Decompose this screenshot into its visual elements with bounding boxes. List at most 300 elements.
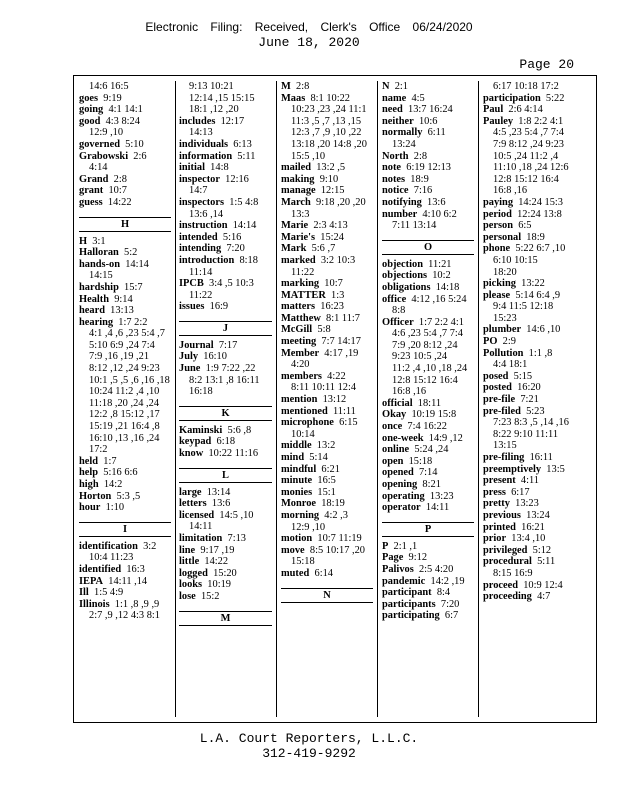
index-refs: 15:24 [315, 231, 344, 243]
index-term: Matthew [281, 312, 321, 324]
index-entry [179, 436, 272, 448]
index-refs: 14:6 ,10 [521, 324, 561, 336]
index-entry [382, 282, 474, 294]
index-entry [483, 371, 575, 383]
index-continuation: 14:7 [189, 185, 208, 197]
index-entry [281, 452, 373, 464]
index-term: participants [382, 598, 436, 610]
index-refs: 6:11 [422, 127, 446, 139]
index-refs: 5:16 6:6 [98, 467, 138, 479]
index-refs: 1:8 2:2 4:1 [513, 115, 564, 127]
index-term: press [483, 486, 506, 498]
index-entry [483, 243, 575, 255]
index-entry [281, 406, 373, 418]
index-term: once [382, 421, 403, 433]
index-refs: 15:20 [207, 567, 237, 579]
index-letter-heading: H [79, 217, 171, 232]
index-refs: 1:7 2:2 4:1 [413, 316, 464, 328]
index-refs: 3:4 ,5 10:3 [203, 278, 254, 290]
index-term: high [79, 479, 99, 490]
index-continuation: 8:8 [392, 305, 406, 317]
index-entry [179, 579, 272, 591]
index-refs: 5:2 [118, 247, 138, 259]
index-entry [281, 533, 373, 545]
index-term: posted [483, 382, 512, 394]
index-refs: 13:2 [311, 440, 336, 452]
index-term: Member [281, 347, 320, 359]
index-continuation: 11:22 [189, 289, 213, 301]
index-term: inspectors [179, 196, 225, 208]
index-refs: 2:8 [408, 150, 428, 162]
index-term: mention [281, 394, 318, 406]
reporter-phone: 312-419-9292 [262, 746, 356, 761]
index-continuation: 4:20 [291, 359, 310, 371]
index-term: procedural [483, 556, 532, 568]
index-entry [382, 541, 474, 553]
column-divider [175, 81, 176, 717]
index-refs: 10:9 12:4 [518, 579, 563, 591]
index-term: notice [382, 185, 409, 197]
index-refs: 1:9 7:22 ,22 [200, 363, 256, 375]
index-refs: 15:7 [118, 281, 143, 293]
index-continuation: 10:5 ,24 11:2 ,4 [493, 150, 559, 162]
index-refs: 4:17 ,19 [319, 347, 359, 359]
index-refs: 9:19 [98, 92, 122, 104]
index-entry [382, 576, 474, 588]
index-refs: 6:19 12:13 [401, 162, 451, 174]
index-term: IEPA [79, 575, 104, 587]
hearing-date: June 18, 2020 [258, 35, 360, 50]
index-entry [382, 185, 474, 197]
index-continuation: 14:15 [89, 270, 113, 282]
index-refs: 1:1 ,8 [523, 347, 553, 359]
index-term: opened [382, 467, 414, 479]
index-continuation: 12:9 ,10 [89, 127, 124, 139]
index-continuation: 8:2 13:1 ,8 16:11 [189, 374, 260, 386]
index-term: neither [382, 115, 414, 127]
index-refs: 13:5 [541, 463, 565, 475]
index-term: held [79, 455, 99, 467]
index-entry [483, 382, 575, 394]
index-entry [382, 491, 474, 503]
index-entry [179, 510, 272, 522]
index-term: March [281, 196, 311, 208]
index-refs: 6:21 [316, 463, 340, 475]
index-entry [79, 467, 171, 479]
index-refs: 14:18 [430, 281, 460, 293]
index-entry [179, 556, 272, 568]
index-entry [382, 162, 474, 174]
index-term: period [483, 208, 512, 220]
index-term: Illinois [79, 598, 110, 610]
index-term: letters [179, 498, 207, 510]
index-term: present [483, 475, 516, 487]
index-refs: 15:1 [312, 486, 336, 498]
index-refs: 7:17 [213, 339, 238, 351]
index-refs: 6:7 [439, 610, 459, 622]
index-entry [483, 533, 575, 545]
index-refs: 10:6 [413, 115, 438, 127]
index-refs: 6:14 [309, 567, 333, 579]
index-refs: 6:13 [228, 138, 252, 150]
index-term: one-week [382, 432, 424, 444]
index-refs: 10:7 [103, 185, 127, 197]
index-letter-heading: I [79, 522, 171, 537]
index-refs: 18:19 [316, 498, 345, 510]
index-letter-heading: O [382, 240, 474, 255]
index-entry [483, 232, 575, 244]
index-entry [281, 475, 373, 487]
index-term: help [79, 467, 99, 479]
index-entry [382, 259, 474, 271]
index-term: pre-filing [483, 452, 525, 463]
index-term: notes [382, 173, 406, 185]
index-entry [281, 255, 373, 267]
index-continuation: 2:7 ,9 ,12 4:3 8:1 [89, 610, 161, 622]
index-entry [79, 294, 171, 306]
index-term: looks [179, 579, 203, 591]
index-continuation: 9:23 10:5 ,24 [392, 351, 448, 363]
index-entry [179, 545, 272, 557]
index-term: licensed [179, 509, 215, 521]
index-term: members [281, 370, 322, 382]
index-entry [79, 185, 171, 197]
index-entry [179, 351, 272, 363]
index-refs: 8:21 [417, 479, 441, 490]
index-refs: 4:2 ,3 [319, 509, 348, 521]
index-term: morning [281, 509, 320, 521]
index-continuation: 8:15 16:9 [493, 567, 533, 579]
index-entry [79, 599, 171, 611]
index-term: making [281, 173, 315, 185]
index-entry [179, 139, 272, 151]
page-number: Page 20 [519, 57, 574, 72]
index-entry [281, 417, 373, 429]
index-refs: 16:11 [524, 452, 553, 463]
index-entry [179, 220, 272, 232]
index-refs: 16:9 [204, 301, 229, 313]
index-refs: 6:18 [211, 436, 236, 448]
index-continuation: 12:8 15:12 16:4 [392, 374, 458, 386]
index-continuation: 15:5 ,10 [291, 150, 326, 162]
index-term: muted [281, 567, 310, 579]
index-continuation: 4:6 ,23 5:4 ,7 7:4 [392, 328, 464, 340]
index-term: intending [179, 243, 222, 255]
index-entry [281, 174, 373, 186]
index-term: P [382, 540, 389, 552]
index-continuation: 7:23 8:3 ,5 ,14 ,16 [493, 417, 569, 429]
index-refs: 13:6 [206, 498, 231, 510]
index-continuation: 8:11 10:11 12:4 [291, 382, 357, 394]
index-term: marking [281, 278, 320, 290]
index-term: proceed [483, 579, 519, 591]
index-entry [483, 498, 575, 510]
index-term: Marie's [281, 231, 316, 243]
index-term: heard [79, 305, 105, 317]
index-refs: 13:6 [421, 196, 446, 208]
index-term: obligations [382, 281, 431, 293]
index-entry [179, 243, 272, 255]
index-term: grant [79, 185, 104, 197]
index-refs: 7:21 [515, 394, 539, 406]
index-entry [382, 398, 474, 410]
index-term: keypad [179, 436, 212, 448]
index-term: M [281, 81, 291, 92]
index-refs: 4:7 [531, 591, 551, 603]
index-entry [483, 209, 575, 221]
index-continuation: 18:1 ,12 ,20 [189, 104, 239, 116]
index-refs: 9:18 ,20 ,20 [310, 196, 366, 208]
index-column-5 [483, 81, 575, 717]
reporter-company: L.A. Court Reporters, L.L.C. [199, 731, 419, 746]
index-entry [281, 545, 373, 557]
index-entry [179, 591, 272, 603]
index-term: know [179, 448, 204, 460]
index-term: preemptively [483, 463, 542, 475]
index-column-2 [179, 81, 272, 717]
index-entry [483, 290, 575, 302]
index-refs: 10:19 [202, 579, 231, 591]
index-continuation: 8:12 ,12 ,24 9:23 [89, 363, 160, 375]
index-entry [382, 552, 474, 564]
index-refs: 5:10 [119, 138, 144, 150]
index-refs: 13:22 [515, 278, 545, 290]
index-entry [483, 278, 575, 290]
index-refs: 14:24 15:3 [513, 196, 563, 208]
index-entry [79, 139, 171, 151]
index-term: proceeding [483, 591, 532, 603]
index-refs: 7:20 [221, 243, 245, 255]
index-term: printed [483, 521, 516, 533]
index-term: Health [79, 293, 110, 305]
index-entry [483, 336, 575, 348]
index-entry [281, 394, 373, 406]
index-refs: 4:3 8:24 [100, 115, 140, 127]
index-term: need [382, 104, 403, 116]
index-refs: 5:22 6:7 ,10 [510, 243, 566, 255]
index-term: matters [281, 301, 316, 313]
index-continuation: 12:9 ,10 [291, 521, 326, 533]
index-term: Pollution [483, 347, 524, 359]
index-term: paying [483, 196, 514, 208]
index-refs: 5:22 [540, 92, 565, 104]
index-continuation: 11:10 ,18 ,24 12:6 [493, 162, 569, 174]
index-column-4 [382, 81, 474, 717]
index-entry [483, 522, 575, 534]
index-refs: 2:1 [389, 81, 408, 92]
index-term: mindful [281, 463, 317, 475]
index-continuation: 15:23 [493, 312, 517, 324]
index-term: participating [382, 610, 440, 622]
index-continuation: 12:2 ,8 15:12 ,17 [89, 409, 160, 421]
index-refs: 13:4 ,10 [506, 533, 546, 545]
index-refs: 3:1 [87, 235, 106, 247]
index-entry [179, 278, 272, 290]
index-refs: 5:11 [232, 150, 256, 162]
index-entry [382, 502, 474, 514]
index-term: Grand [79, 173, 109, 185]
index-continuation: 13:6 ,14 [189, 208, 224, 220]
index-term: Paul [483, 104, 504, 116]
index-entry [382, 409, 474, 421]
index-continuation: 16:8 ,16 [392, 386, 427, 398]
index-refs: 12:24 13:8 [511, 208, 562, 220]
index-entry [79, 305, 171, 317]
index-term: hour [79, 502, 101, 514]
index-entry [79, 174, 171, 186]
index-refs: 5:14 6:4 ,9 [510, 289, 561, 301]
index-refs: 5:16 [217, 231, 242, 243]
index-term: pretty [483, 498, 510, 510]
index-entry [483, 104, 575, 116]
index-term: prior [483, 533, 507, 545]
index-refs: 16:21 [515, 521, 545, 533]
index-entry [382, 174, 474, 186]
index-refs: 14:11 ,14 [103, 575, 148, 587]
index-continuation: 11:18 ,20 ,24 ,24 [89, 397, 160, 409]
index-continuation: 16:10 ,13 ,16 ,24 [89, 432, 160, 444]
index-term: initial [179, 162, 205, 174]
index-entry [281, 81, 373, 93]
index-entry [79, 541, 171, 553]
index-refs: 15:18 [403, 455, 433, 467]
index-entry [483, 197, 575, 209]
index-refs: 6:17 [505, 486, 530, 498]
index-refs: 13:13 [104, 305, 134, 317]
index-term: information [179, 150, 233, 162]
index-refs: 3:2 [137, 540, 157, 552]
index-refs: 18:11 [412, 397, 442, 409]
index-term: includes [179, 115, 216, 127]
index-term: objection [382, 258, 423, 270]
index-term: personal [483, 231, 522, 243]
index-entry [281, 278, 373, 290]
index-refs: 14:5 ,10 [214, 509, 254, 521]
index-entry [483, 580, 575, 592]
index-term: marked [281, 254, 316, 266]
index-refs: 1:5 4:8 [224, 196, 259, 208]
index-refs: 1:7 [98, 455, 117, 467]
index-term: Horton [79, 490, 112, 502]
index-refs: 4:22 [321, 370, 346, 382]
index-term: plumber [483, 324, 522, 336]
index-refs: 7:4 16:22 [402, 421, 447, 433]
index-refs: 1:3 [325, 289, 345, 301]
index-refs: 16:23 [315, 301, 344, 313]
index-term: MATTER [281, 289, 326, 301]
index-refs: 14:14 [120, 258, 149, 270]
index-continuation: 7:9 ,16 ,19 ,21 [89, 351, 150, 363]
index-term: hands-on [79, 258, 121, 270]
index-continuation: 14:6 16:5 [89, 81, 129, 92]
index-refs: 2:9 [497, 336, 516, 348]
index-entry [483, 394, 575, 406]
index-term: H [79, 235, 88, 247]
index-term: online [382, 444, 410, 456]
index-entry [281, 243, 373, 255]
index-continuation: 10:1 ,5 ,5 ,6 ,16 ,18 [89, 374, 170, 386]
index-entry [179, 363, 272, 375]
index-term: PO [483, 336, 498, 348]
index-term: Okay [382, 409, 407, 421]
index-refs: 13:24 [520, 509, 550, 521]
index-entry [281, 371, 373, 383]
index-refs: 7:14 [413, 467, 438, 479]
index-refs: 11:21 [422, 258, 452, 270]
index-refs: 10:7 11:19 [312, 533, 362, 545]
index-refs: 8:1 11:7 [320, 312, 360, 324]
index-term: North [382, 150, 409, 162]
index-continuation: 4:14 [89, 162, 108, 174]
index-continuation: 10:24 11:2 ,4 ,10 [89, 386, 160, 398]
index-term: person [483, 220, 514, 232]
index-letter-heading: L [179, 468, 272, 483]
index-entry [281, 290, 373, 302]
index-term: McGill [281, 324, 313, 336]
index-term: hardship [79, 281, 119, 293]
index-entry [483, 116, 575, 128]
index-entry [281, 348, 373, 360]
index-entry [281, 197, 373, 209]
index-refs: 8:1 10:22 [305, 92, 350, 104]
index-letter-heading: M [179, 611, 272, 626]
index-term: official [382, 397, 413, 409]
index-refs: 15:2 [195, 590, 220, 602]
index-refs: 7:7 14:17 [316, 336, 361, 348]
index-entry [281, 336, 373, 348]
index-continuation: 11:14 [189, 266, 213, 278]
index-term: hearing [79, 316, 114, 328]
index-entry [179, 162, 272, 174]
index-continuation: 10:23 ,23 ,24 11:1 [291, 104, 367, 116]
index-refs: 14:2 ,19 [425, 575, 465, 587]
index-term: Mark [281, 243, 307, 255]
index-term: Page [382, 552, 404, 564]
index-entry [382, 433, 474, 445]
index-entry [79, 317, 171, 329]
index-entry [281, 93, 373, 105]
index-term: note [382, 162, 402, 174]
index-entry [179, 498, 272, 510]
index-term: pre-file [483, 394, 516, 406]
index-entry [382, 116, 474, 128]
index-entry [281, 185, 373, 197]
index-refs: 5:24 ,24 [409, 444, 449, 456]
index-refs: 7:13 [222, 533, 246, 544]
index-term: picking [483, 278, 516, 290]
index-entry [281, 162, 373, 174]
index-term: number [382, 208, 418, 220]
index-entry [179, 425, 272, 437]
index-entry [483, 93, 575, 105]
index-term: participation [483, 92, 541, 104]
index-entry [382, 151, 474, 163]
index-term: meeting [281, 336, 317, 348]
index-term: Marie [281, 220, 309, 232]
index-entry [79, 259, 171, 271]
index-refs: 8:18 [234, 254, 258, 266]
index-continuation: 7:9 8:12 ,24 9:23 [493, 138, 565, 150]
index-refs: 14:14 [227, 220, 257, 232]
index-term: issues [179, 301, 205, 313]
index-term: guess [79, 196, 103, 208]
index-refs: 2:1 ,1 [388, 540, 418, 552]
index-term: Palivos [382, 563, 414, 575]
index-entry [179, 197, 272, 209]
index-refs: 9:17 ,19 [195, 544, 235, 556]
index-term: Grabowski [79, 150, 129, 162]
index-refs: 18:9 [405, 173, 429, 185]
